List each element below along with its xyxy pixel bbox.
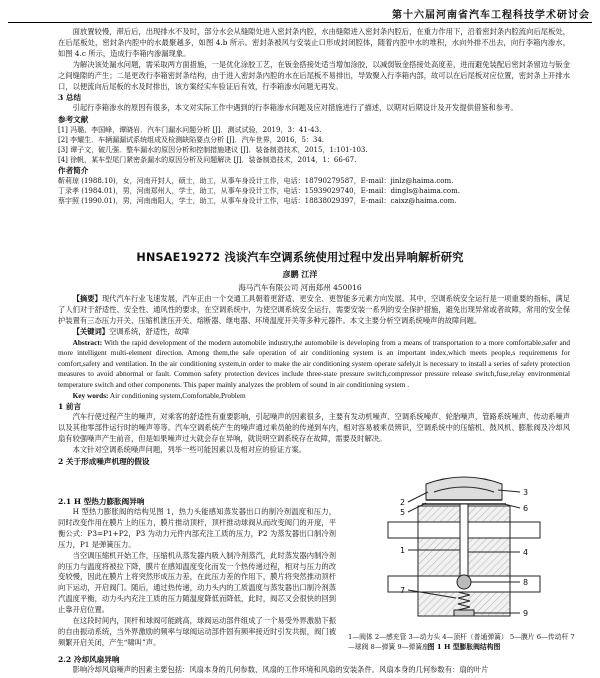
author-bio-list bbox=[58, 176, 570, 206]
keywords-cn-text: 空调系统，舒适性，故障 bbox=[109, 326, 190, 336]
summary-heading: 3 总结 bbox=[58, 93, 82, 103]
keywords-cn bbox=[58, 327, 570, 338]
figure-legend: 1—阀体 2—感充管 3—动力头 4—顶杆（普通弹簧） 5—膜片 6—传动杆 7—球阀 8—弹簧 9—弹簧座 bbox=[348, 633, 575, 651]
section21-text: 在这段时间内，顶杆和球阀可能跳高，球阀运动部件组成了一个易受外界激励下振的自由振动系统，当外界激励的频率与球阀运动部件固有频率接近时引发共振，阀门被频繁开启关闭，产生“啸叫”声。 bbox=[58, 616, 336, 647]
reference-item: [4] 徐帆，某车型尾门紧密条漏水的原因分析及问题解决 [J]．装备制造技术，2014，1：66-67. bbox=[58, 156, 357, 165]
author-bio-item: 靳莉琼 (1988.10)，女，河南开封人，硕士，助工，从事车身设计工作，电话：18790279587，E-mail：jinlz@haima.com. bbox=[58, 177, 454, 186]
author-bio-item: 丁录孝 (1984.01)，男，河南郑州人，学士，助工，从事车身设计工作，电话：15939029740，E-mail：dingls@haima.com. bbox=[58, 187, 461, 196]
intro-text: 汽车行使过程产生的噪声，对乘客的舒适性有重要影响，引起噪声的因素很多，主要有发动机噪声、空调系统噪声、轮胎噪声、管路系统噪声、传动系噪声以及其他零部件运行时的噪声等等。汽车空调系统产生的噪声通过乘员舱的传递到车内，相对容易被乘员辨识，空调系统中的压缩机、鼓风机、膨胀阀及冷却风扇有较强噪声产生前音，但是如果噪声过大就会存在异响，就说明空调系统存在故障，需要及时解决。 bbox=[58, 412, 570, 443]
figure-label: 9 bbox=[523, 609, 529, 618]
article-title: HNSAE19272 浅谈汽车空调系统使用过程中发出异响解析研究 bbox=[136, 251, 464, 264]
section21-heading: 2.1 H 型热力膨胀阀异响 bbox=[58, 497, 145, 506]
prev-paragraph: 面放置较慢，滞后后，出现排水不及时，部分水会从缝隙处进入密封条内腔，水由缝隙进入密封条内腔后，在重力作用下，沿着密封条内腔流向后尾板处，在后尾板处，密封条内腔中的水最聚越多，如图 4.b 所示。密封条被风与安装止口形成封闭腔体，随着内腔中水的堆积，水向外排不出去，向行李箱内渗水，如图 4.c 所示，造成行李箱内渗漏现象。 bbox=[58, 27, 570, 58]
figure-label: 5 bbox=[400, 508, 406, 517]
figure-label: 6 bbox=[523, 504, 529, 513]
abstract-en-label: Abstract: bbox=[72, 337, 103, 347]
figure-label: 7 bbox=[400, 586, 406, 595]
abstract-cn bbox=[58, 294, 570, 327]
figure-label: 1 bbox=[400, 546, 406, 555]
intro-text: 本文针对空调系统噪声问题，列举一些可能因素以及相对应的验证方案。 bbox=[72, 444, 307, 454]
figure-label: 3 bbox=[523, 488, 529, 497]
keywords-en-label: Key words: bbox=[72, 390, 109, 400]
journal-header: 第十六届河南省汽车工程科技学术研讨会 bbox=[392, 10, 590, 21]
abstract-block bbox=[58, 294, 570, 467]
figure-caption: 图 1 H 型膨胀阀结构图 bbox=[427, 643, 501, 651]
reference-item: [2] 李耀生．车辆漏漏试系统组成及检测缺陷要点分析 [J]．汽车世界，2016，5：34. bbox=[58, 136, 325, 145]
abstract-cn-text: 现代汽车行业飞速发展，汽车正由一个交通工具朝着更舒适、更安全、更智能多元素方向发展。其中，空调系统安全运行是一项重要的指标，满足了人们对于舒适性、安全性、通风性的要求，在空调系统中，为使空调系统安全运行，需要安装一系列的安全保护措施，避免出现异常或者故障，常用的安全保护装置有三态压力开关、压缩机泄压开关、熔断器、继电器、环境温度开关等多种元器件。本文主要分析空调系统噪声的故障问题。 bbox=[58, 294, 571, 325]
prev-article-body bbox=[58, 27, 570, 206]
left-column bbox=[58, 496, 336, 649]
intro-heading: 1 前言 bbox=[58, 402, 82, 412]
article-affiliation: 海马汽车有限公司 河南郑州 450016 bbox=[238, 283, 362, 292]
figure-label: 4 bbox=[523, 548, 529, 557]
section21-text: H 型热力膨胀阀的结构见图 1，热力头能感知蒸发器出口的制冷剂温度和压力，同时改变作用在膜片上的压力，膜片推动顶杆，顶杆推动球阀从而改变阀门的开度，平衡公式：P3=P1+P2，P3 为动力元件内部充注工质的压力，P2 为蒸发器出口制冷剂压力，P1 是弹簧压力。 bbox=[58, 507, 336, 549]
keywords-en-text: Air conditioning system,Comfortable,Problem bbox=[109, 390, 246, 400]
figure-label: 2 bbox=[400, 498, 406, 507]
section21-text: 当空调压缩机开始工作，压缩机从蒸发器内吸入制冷剂蒸汽，此时蒸发器内制冷剂的压力与温度将被拉下降，膜片在感知温度变化而发一个热传递过程，相对与压力的改变较慢，因此在膜片上将突然形成压力差，在此压力差的作用下，膜片将突然推动顶杆向下运动，开启阀门。随后，通过热传递，动力头内的工质温度与蒸发器出口制冷剂蒸汽温度平衡，动力头内充注工质的压力随温度降低而降低，此时，阀芯又会很快的回到止靠开启位置。 bbox=[58, 550, 336, 615]
summary-text: 引起行李箱渗水的原因有很多，本文对实际工作中遇到的行李箱渗水问题及应对措施进行了描述，以期对后期设计及开发提供借鉴和参考。 bbox=[72, 103, 518, 113]
bottom-block bbox=[58, 654, 570, 676]
figure-valve-diagram bbox=[348, 472, 580, 632]
reference-item: [1] 冯璐，李国峰，谭晓岩．汽车门漏水问题分析 [J]．测试试验，2019，3：41-43. bbox=[58, 126, 322, 135]
keywords-cn-label: 【关键词】 bbox=[72, 326, 110, 336]
keywords-en bbox=[58, 391, 570, 402]
abstract-en-text: With the rapid development of the modern automobile industry,the automobile is developing from a means of transportation to a more comfortable,safer and more intelligent multi-element direction. Among them,the safe operation of air conditioning system is an important index,which meets people,s requirements for comfort,safety and ventilation. In the air conditioning system,in order to make the air conditioning system operate safely,it is necessary to install a series of safety protection measures to avoid abnormal or fault. Common safety protection devices include three-state pressure switch,compressor pressure release switch,fuse,relay environmental temperature switch and other components. This paper mainly analyzes the problem of sound in air conditioning system . bbox=[58, 337, 570, 389]
author-bio-heading: 作者简介 bbox=[58, 166, 89, 176]
header-rule bbox=[8, 22, 592, 23]
section2-heading: 2 关于形成噪声机理的假设 bbox=[58, 456, 150, 466]
abstract-cn-label: 【摘要】 bbox=[72, 294, 102, 303]
figure-label: 8 bbox=[523, 578, 529, 587]
prev-paragraph: 为解决该处漏水问题，需采取两方面措施，一是优化涂胶工艺，在钣金搭接处适当增加涂胶，以减弱钣金搭接处高度差，进而避免装配后密封条留边与钣金之间缝隙的产生；二是更改行李箱密封条结构，由于进入密封条内腔的水在后尾板不易排出，导致聚入行李箱内部，故可以在后尾板对应位置，密封条上开排水口，以便流向后尾板的水及时排出，该方案经实车验证后有效，行李箱渗水问题无再发。 bbox=[58, 59, 570, 91]
reference-list bbox=[58, 125, 570, 165]
author-bio-item: 蔡宇照 (1990.01)，男，河南南阳人，学士，助工，从事车身设计工作，电话：18838029397，E-mail：caixz@haima.com. bbox=[58, 197, 457, 206]
references-heading: 参考文献 bbox=[58, 115, 89, 125]
section22-heading: 2.2 冷却风扇异响 bbox=[58, 655, 120, 664]
section22-text: 影响冷却风扇噪声的因素主要包括：风扇本身的几何参数、风扇的工作环境和风扇的安装条件。风扇本身的几何参数有：扇的叶片 bbox=[72, 665, 489, 674]
article-authors: 彦鹏 江洋 bbox=[282, 269, 318, 279]
reference-item: [3] 谭子文，破几强．整车漏水的原因分析和控制措施建议 [J]．装备制造技术，2015，1:101-103. bbox=[58, 146, 368, 155]
abstract-en bbox=[58, 338, 570, 391]
